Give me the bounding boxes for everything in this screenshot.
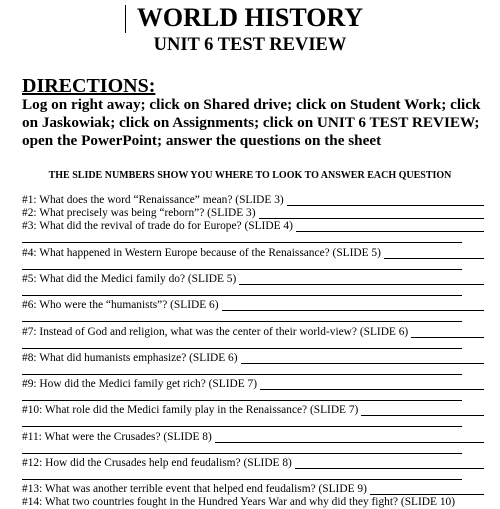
answer-blank[interactable] (296, 221, 484, 232)
question-text: #3: What did the revival of trade do for Europe? (SLIDE 4) (22, 220, 293, 232)
question-9 (22, 378, 484, 390)
answer-blank[interactable] (239, 274, 484, 285)
question-text: #11: What were the Crusades? (SLIDE 8) (22, 431, 212, 443)
question-text: #8: What did humanists emphasize? (SLIDE 6) (22, 352, 238, 364)
answer-blank[interactable] (384, 248, 484, 259)
answer-line[interactable] (22, 295, 462, 296)
answer-line[interactable] (22, 400, 462, 401)
question-text: #9: How did the Medici family get rich? (SLIDE 7) (22, 378, 258, 390)
page-title: WORLD HISTORY (136, 3, 364, 32)
answer-blank[interactable] (370, 484, 484, 495)
question-text: #7: Instead of God and religion, what was the center of their world-view? (SLIDE 6) (22, 326, 409, 338)
answer-blank[interactable] (222, 300, 484, 311)
question-text: #10: What role did the Medici family play in the Renaissance? (SLIDE 7) (22, 404, 359, 416)
question-text: #12: How did the Crusades help end feudalism? (SLIDE 8) (22, 457, 292, 469)
question-5 (22, 273, 484, 285)
slide-numbers-note: THE SLIDE NUMBERS SHOW YOU WHERE TO LOOK TO ANSWER EACH QUESTION (48, 170, 452, 181)
answer-line[interactable] (22, 479, 462, 480)
question-text: #5: What did the Medici family do? (SLIDE 5) (22, 273, 237, 285)
answer-line[interactable] (22, 453, 462, 454)
question-2 (22, 207, 484, 219)
question-text: #14: What two countries fought in the Hundred Years War and why did they fight? (SLIDE 10) (22, 496, 456, 508)
question-6 (22, 299, 484, 311)
answer-blank[interactable] (260, 379, 484, 390)
question-4 (22, 247, 484, 259)
answer-line[interactable] (22, 321, 462, 322)
answer-blank[interactable] (295, 458, 484, 469)
answer-blank[interactable] (361, 405, 484, 416)
question-text: #2: What precisely was being “reborn”? (SLIDE 3) (22, 207, 256, 219)
question-11 (22, 431, 484, 443)
question-8 (22, 352, 484, 364)
answer-blank[interactable] (241, 353, 484, 364)
question-13 (22, 483, 484, 495)
question-14 (22, 496, 484, 508)
question-text: #1: What does the word “Renaissance” mean? (SLIDE 3) (22, 194, 284, 206)
question-1 (22, 194, 484, 206)
question-7 (22, 326, 484, 338)
answer-blank[interactable] (259, 208, 484, 219)
answer-line[interactable] (22, 426, 462, 427)
question-text: #4: What happened in Western Europe because of the Renaissance? (SLIDE 5) (22, 247, 381, 259)
answer-line[interactable] (22, 269, 462, 270)
answer-line[interactable] (22, 242, 462, 243)
page-subtitle: UNIT 6 TEST REVIEW (153, 35, 347, 55)
directions-heading: DIRECTIONS: (22, 75, 156, 97)
question-3 (22, 220, 484, 232)
answer-line[interactable] (22, 374, 462, 375)
answer-blank[interactable] (287, 195, 484, 206)
answer-line[interactable] (22, 348, 462, 349)
question-text: #13: What was another terrible event that helped end feudalism? (SLIDE 9) (22, 483, 367, 495)
question-10 (22, 404, 484, 416)
answer-blank[interactable] (411, 327, 484, 338)
question-12 (22, 457, 484, 469)
directions-text: Log on right away; click on Shared drive; click on Student Work; click on Jaskowiak; click on Assignments; click on UNIT 6 TEST REVIEW; open the PowerPoint; answer the questions on the sheet (22, 96, 481, 149)
answer-blank[interactable] (215, 432, 484, 443)
question-text: #6: Who were the “humanists”? (SLIDE 6) (22, 299, 219, 311)
